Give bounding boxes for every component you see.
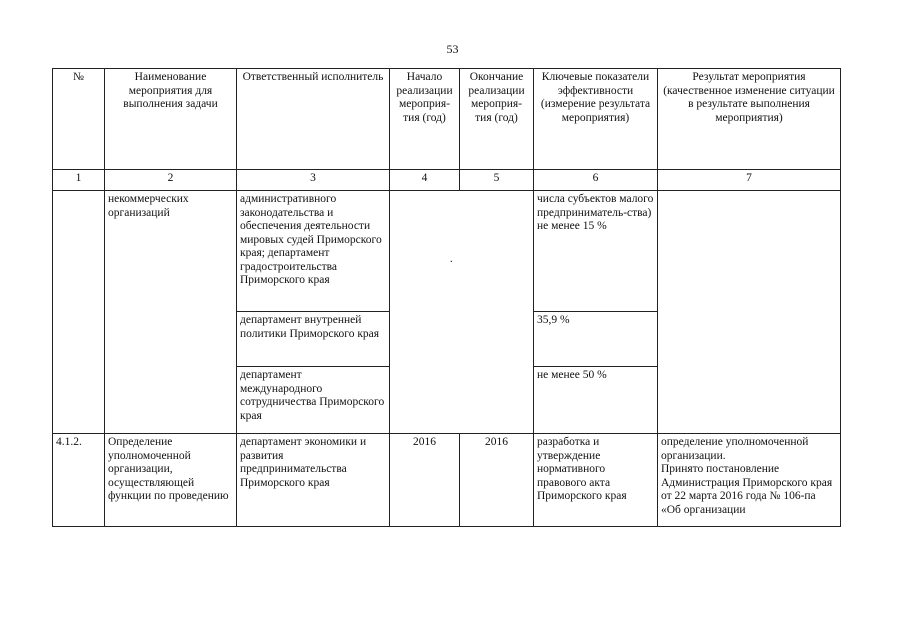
page-number: 53 <box>446 42 459 56</box>
indicator-cell: не менее 50 % <box>534 367 658 434</box>
measure-name-cell: Определение уполномоченной организации, осуществляющей функции по проведению <box>105 434 237 527</box>
column-number: 6 <box>534 170 658 191</box>
row-number-cell: 4.1.2. <box>53 434 105 527</box>
column-number: 3 <box>237 170 390 191</box>
indicator-cell: разработка и утверждение нормативного правового акта Приморского края <box>534 434 658 527</box>
executor-cell: департамент внутренней политики Приморского края <box>237 312 390 367</box>
header-indicators: Ключевые показатели эффективности (измерение результата мероприятия) <box>534 69 658 170</box>
result-cell <box>658 191 841 434</box>
column-number: 5 <box>460 170 534 191</box>
header-end: Окончание реализации мероприя-тия (год) <box>460 69 534 170</box>
end-year-cell <box>449 191 534 434</box>
header-executor: Ответственный исполнитель <box>237 69 390 170</box>
table-header-row <box>53 69 841 170</box>
column-number: 7 <box>658 170 841 191</box>
indicator-cell: 35,9 % <box>534 312 658 367</box>
end-year-cell: 2016 <box>460 434 534 527</box>
table-row <box>53 191 841 312</box>
executor-cell: административного законодательства и обеспечения деятельности мировых судей Приморского края; департамент градостроительства Приморского края <box>237 191 390 312</box>
result-line-2: Принято постановление Администрация Приморского края от 22 марта 2016 года № 106-па «Об организации <box>661 463 833 516</box>
measures-table <box>52 68 841 527</box>
header-name: Наименование мероприятия для выполнения задачи <box>105 69 237 170</box>
column-number: 4 <box>390 170 460 191</box>
result-cell <box>658 434 841 527</box>
start-year-cell: 2016 <box>390 434 460 527</box>
start-year-cell <box>390 191 460 434</box>
table-row <box>53 434 841 527</box>
measure-name-cell: некоммерческих организаций <box>105 191 237 434</box>
column-number: 2 <box>105 170 237 191</box>
header-start: Начало реализации мероприя-тия (год) <box>390 69 460 170</box>
header-result: Результат мероприятия (качественное изменение ситуации в результате выполнения мероприятия) <box>658 69 841 170</box>
row-number-cell <box>53 191 105 434</box>
result-line-1: определение уполномоченной организации. <box>661 436 809 462</box>
executor-cell: департамент международного сотрудничества Приморского края <box>237 367 390 434</box>
indicator-cell: числа субъектов малого предприниматель-ства) не менее 15 % <box>534 191 658 312</box>
stray-dot: . <box>449 253 453 265</box>
column-number: 1 <box>53 170 105 191</box>
header-number: № <box>53 69 105 170</box>
executor-cell: департамент экономики и развития предпринимательства Приморского края <box>237 434 390 527</box>
column-number-row <box>53 170 841 191</box>
